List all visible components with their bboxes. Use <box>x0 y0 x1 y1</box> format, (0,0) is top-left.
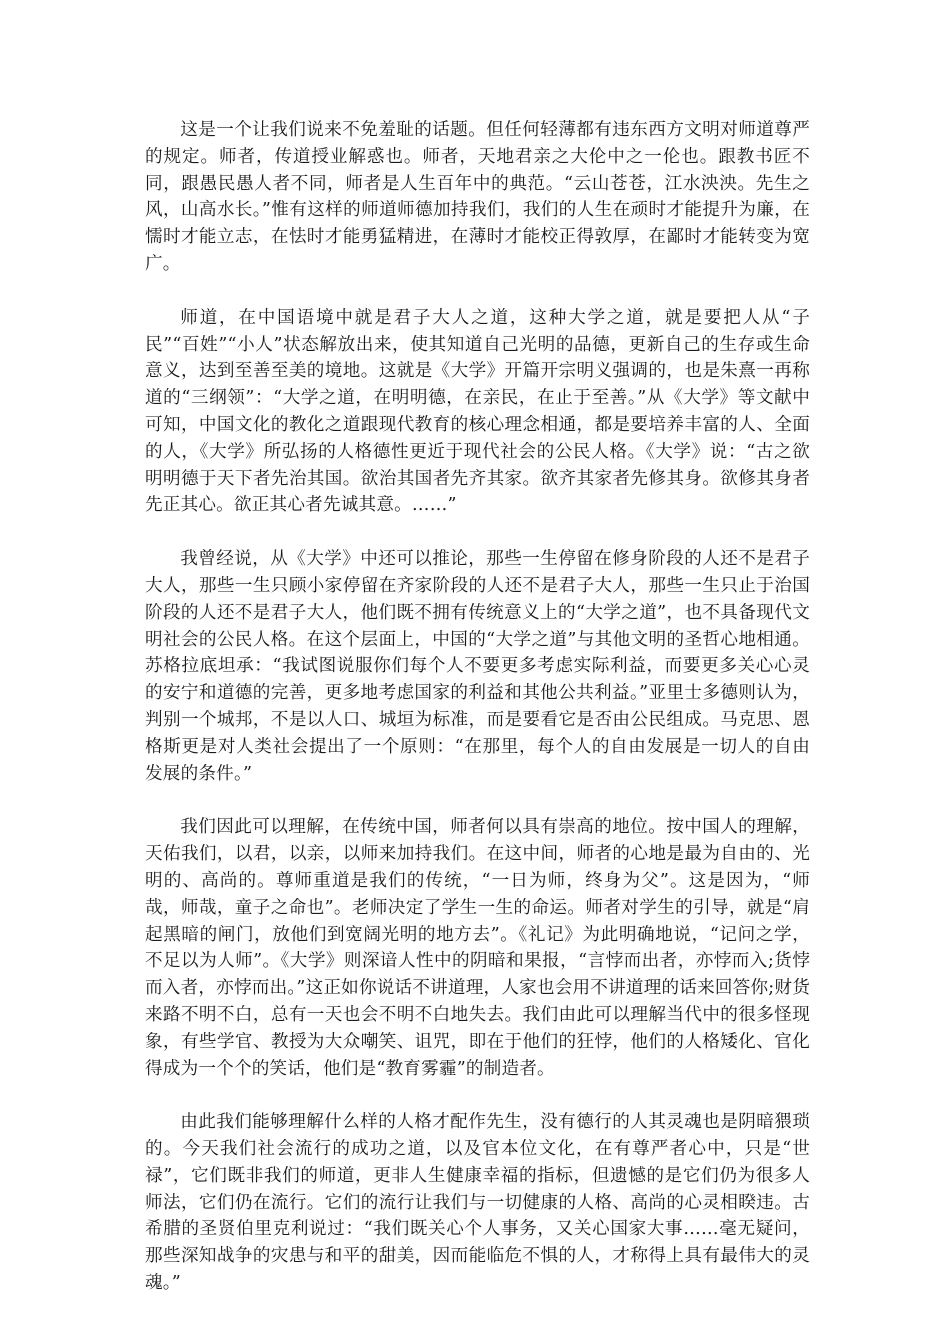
document-body <box>145 117 810 1324</box>
paragraph-3: 我曾经说，从《大学》中还可以推论，那些一生停留在修身阶段的人还不是君子大人，那些一生只顾小家停留在齐家阶段的人还不是君子大人，那些一生只止于治国阶段的人还不是君子大人，他们既不拥有传统意义上的“大学之道”，也不具备现代文明社会的公民人格。在这个层面上，中国的“大学之道”与其他文明的圣哲心地相通。苏格拉底坦承：“我试图说服你们每个人不要更多考虑实际利益，而要更多关心心灵的安宁和道德的完善，更多地考虑国家的利益和其他公共利益。”亚里士多德则认为，判别一个城邦，不是以人口、城垣为标准，而是要看它是否由公民组成。马克思、恩格斯更是对人类社会提出了一个原则：“在那里，每个人的自由发展是一切人的自由发展的条件。” <box>145 549 810 784</box>
paragraph-4: 我们因此可以理解，在传统中国，师者何以具有崇高的地位。按中国人的理解，天佑我们，以君，以亲，以师来加持我们。在这中间，师者的心地是最为自由的、光明的、高尚的。尊师重道是我们的传统，“一日为师，终身为父”。这是因为，“师哉，师哉，童子之命也”。老师决定了学生一生的命运。师者对学生的引导，就是“肩起黑暗的闸门，放他们到宽阔光明的地方去”。《礼记》为此明确地说，“记问之学，不足以为人师”。《大学》则深谙人性中的阴暗和果报，“言悖而出者，亦悖而入;货悖而入者，亦悖而出。”这正如你说话不讲道理，人家也会用不讲道理的话来回答你;财货来路不明不白，总有一天也会不明不白地失去。我们由此可以理解当代中的很多怪现象，有些学官、教授为大众嘲笑、诅咒，即在于他们的狂悖，他们的人格矮化、官化得成为一个个的笑话，他们是“教育雾霾”的制造者。 <box>145 817 810 1079</box>
paragraph-1: 这是一个让我们说来不免羞耻的话题。但任何轻薄都有违东西方文明对师道尊严的规定。师者，传道授业解惑也。师者，天地君亲之大伦中之一伦也。跟教书匠不同，跟愚民愚人者不同，师者是人生百年中的典范。“云山苍苍，江水泱泱。先生之风，山高水长。”惟有这样的师道师德加持我们，我们的人生在顽时才能提升为廉，在懦时才能立志，在怯时才能勇猛精进，在薄时才能校正得敦厚，在鄙时才能转变为宽广。 <box>145 120 810 274</box>
paragraph-5: 由此我们能够理解什么样的人格才配作先生，没有德行的人其灵魂也是阴暗猥琐的。今天我们社会流行的成功之道，以及官本位文化，在有尊严者心中，只是“世禄”，它们既非我们的师道，更非人生健康幸福的指标，但遗憾的是它们仍为很多人师法，它们仍在流行。它们的流行让我们与一切健康的人格、高尚的心灵相睽违。古希腊的圣贤伯里克利说过：“我们既关心个人事务，又关心国家大事……毫无疑问，那些深知战争的灾患与和平的甜美，因而能临危不惧的人，才称得上具有最伟大的灵魂。” <box>145 1112 810 1294</box>
paragraph-2: 师道，在中国语境中就是君子大人之道，这种大学之道，就是要把人从“子民”“百姓”“小人”状态解放出来，使其知道自己光明的品德，更新自己的生存或生命意义，达到至善至美的境地。这就是《大学》开篇开宗明义强调的，也是朱熹一再称道的“三纲领”：“大学之道，在明明德，在亲民，在止于至善。”从《大学》等文献中可知，中国文化的教化之道跟现代教育的核心理念相通，都是要培养丰富的人、全面的人，《大学》所弘扬的人格德性更近于现代社会的公民人格。《大学》说：“古之欲明明德于天下者先治其国。欲治其国者先齐其家。欲齐其家者先修其身。欲修其身者先正其心。欲正其心者先诚其意。……” <box>145 307 810 516</box>
